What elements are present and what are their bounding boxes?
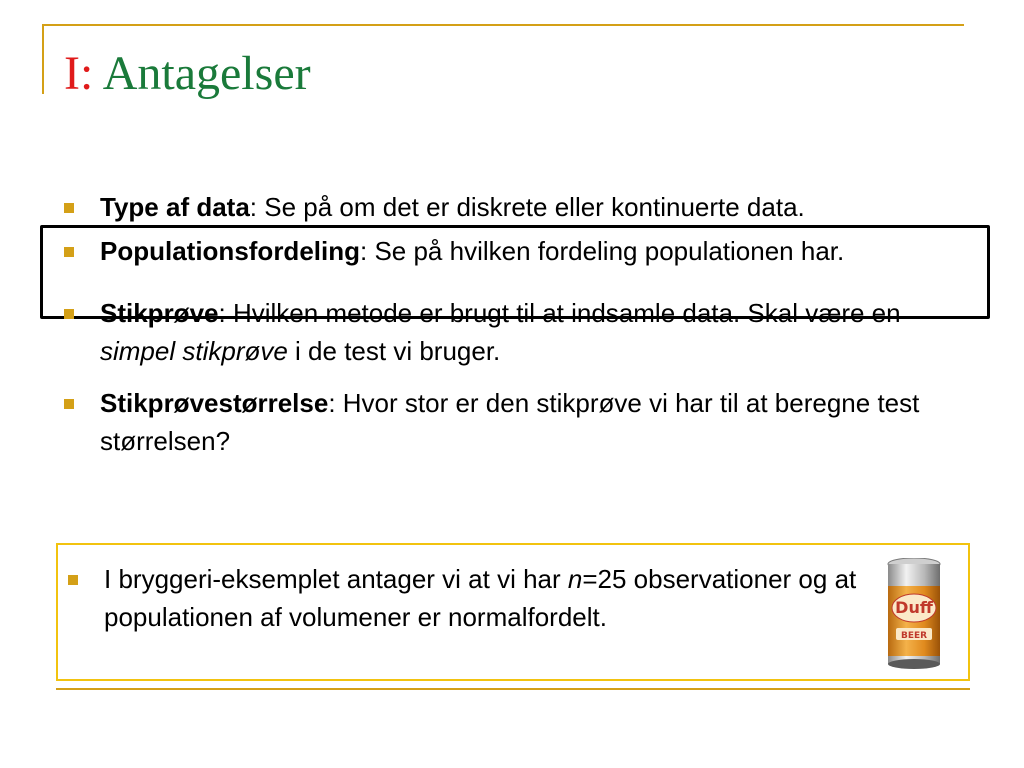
- example-n-variable: n: [567, 564, 583, 594]
- bullet-text-end: i de test vi bruger.: [287, 336, 501, 366]
- title-prefix: I:: [64, 47, 94, 100]
- can-brand-text: Duff: [895, 598, 933, 617]
- example-item: [64, 560, 864, 636]
- frame-left-line: [42, 24, 44, 94]
- list-item: [62, 294, 962, 370]
- bullet-list: [62, 188, 962, 460]
- bullet-text: : Se på hvilken fordeling populationen har.: [360, 236, 845, 266]
- example-text-end: =25 observationer og at populationen af volumener er normalfordelt.: [104, 564, 857, 632]
- bullet-square-icon: [64, 399, 74, 409]
- bullet-text: : Hvor stor er den stikprøve vi har til at beregne test størrelsen?: [100, 388, 920, 456]
- bottom-rule: [56, 688, 970, 690]
- example-text-start: I bryggeri-eksemplet antager vi at vi har: [104, 564, 568, 594]
- bullet-term: Stikprøvestørrelse: [100, 388, 329, 418]
- beer-can-icon: [884, 558, 944, 670]
- list-item: [62, 232, 962, 270]
- bullet-term: Populationsfordeling: [100, 236, 360, 266]
- bullet-text: : Se på om det er diskrete eller kontinuerte data.: [249, 192, 805, 222]
- bullet-text: : Hvilken metode er brugt til at indsamle data. Skal være en: [218, 298, 901, 328]
- bullet-term: Type af data: [100, 192, 250, 222]
- slide-title: [64, 44, 311, 104]
- list-item: [62, 384, 962, 460]
- title-text: Antagelser: [102, 47, 311, 100]
- bullet-italic-term: simpel stikprøve: [100, 336, 288, 366]
- bullet-square-icon: [64, 203, 74, 213]
- bullet-square-icon: [64, 247, 74, 257]
- list-item: [62, 188, 962, 226]
- bullet-term: Stikprøve: [100, 298, 219, 328]
- can-label-text: BEER: [900, 631, 928, 641]
- bullet-square-icon: [68, 575, 78, 585]
- bullet-square-icon: [64, 309, 74, 319]
- frame-top-line: [42, 24, 964, 26]
